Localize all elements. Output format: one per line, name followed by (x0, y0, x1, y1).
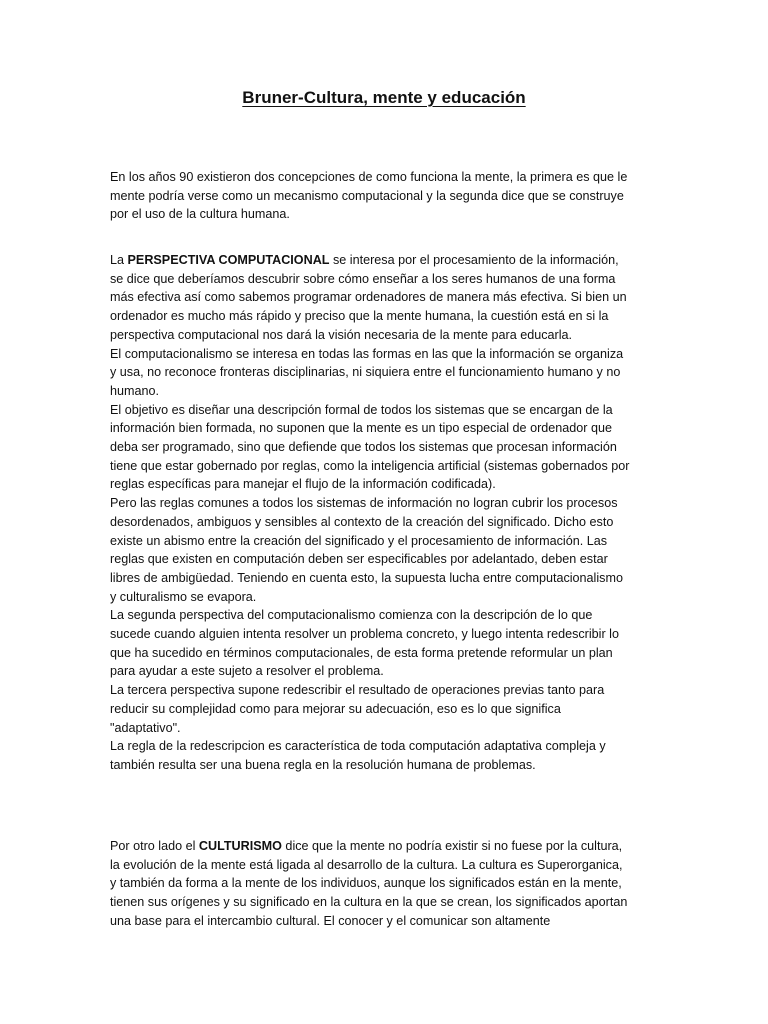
intro-text: En los años 90 existieron dos concepciones de como funciona la mente, la primera es que le mente podría verse como un mecanismo computacional y la segunda dice que se construye por el uso de la cultura humana. (110, 170, 628, 222)
computational-paragraph: El objetivo es diseñar una descripción formal de todos los sistemas que se encargan de la información bien formada, no suponen que la mente es un tipo especial de ordenador que deba ser programado, sino que defiende que todos los sistemas que procesan información tiene que estar gobernado por reglas, como la inteligencia artificial (sistemas gobernados por reglas específicas para manejar el flujo de la información codificada). (110, 402, 630, 492)
culturalism-keyword: CULTURISMO (198, 839, 282, 853)
culturalism-lead: Por otro lado el (110, 839, 199, 853)
intro-paragraph (110, 168, 632, 224)
computational-paragraph: La tercera perspectiva supone redescribir el resultado de operaciones previas tanto para reducir su complejidad como para mejorar su adecuación, eso es lo que significa "adaptativo". (110, 683, 605, 735)
computational-lead: La (110, 253, 128, 267)
computational-paragraph: La segunda perspectiva del computacionalismo comienza con la descripción de lo que sucede cuando alguien intenta resolver un problema concreto, y luego intenta redescribir lo que ha sucedido en términos computacionales, de esta forma pretende reformular un plan para ayudar a este sujeto a resolver el problema. (110, 608, 619, 679)
culturalism-section (110, 837, 632, 931)
computational-first-rest: se interesa por el procesamiento de la información, se dice que deberíamos descubrir sobre cómo enseñar a los seres humanos de una forma más efectiva así como sabemos programar ordenadores de manera más efectiva. Si bien un ordenador es mucho más rápido y preciso que la mente humana, la cuestión está en si la perspectiva computacional nos dará la visión necesaria de la mente para educarla. (110, 253, 627, 342)
computational-first-paragraph (110, 251, 632, 345)
computational-section (110, 251, 632, 775)
computational-paragraph: Pero las reglas comunes a todos los sistemas de información no logran cubrir los procesos desordenados, ambiguos y sensibles al contexto de la creación del significado. Dicho esto existe un abismo entre la creación del significado y el procesamiento de información. Las reglas que existen en computación deben ser especificables por adelantado, deben estar libres de ambigüedad. Teniendo en cuenta esto, la supuesta lucha entre computacionalismo y culturalismo se evapora. (110, 496, 623, 604)
document-title: Bruner-Cultura, mente y educación (242, 88, 526, 107)
computational-keyword: PERSPECTIVA COMPUTACIONAL (127, 253, 330, 267)
computational-paragraph: La regla de la redescripcion es característica de toda computación adaptativa compleja y también resulta ser una buena regla en la resolución humana de problemas. (110, 739, 606, 772)
computational-paragraph: El computacionalismo se interesa en todas las formas en las que la información se organiza y usa, no reconoce fronteras disciplinarias, ni siquiera entre el funcionamiento humano y no humano. (110, 346, 624, 398)
culturalism-rest: dice que la mente no podría existir si no fuese por la cultura, la evolución de la mente está ligada al desarrollo de la cultura. La cultura es Superorganica, y también da forma a la mente de los individuos, aunque los significados están en la mente, tienen sus orígenes y su significado en la cultura en la que se crean, los significados aportan una base para el intercambio cultural. El conocer y el comunicar son altamente (110, 839, 628, 928)
culturalism-paragraph (110, 837, 632, 931)
